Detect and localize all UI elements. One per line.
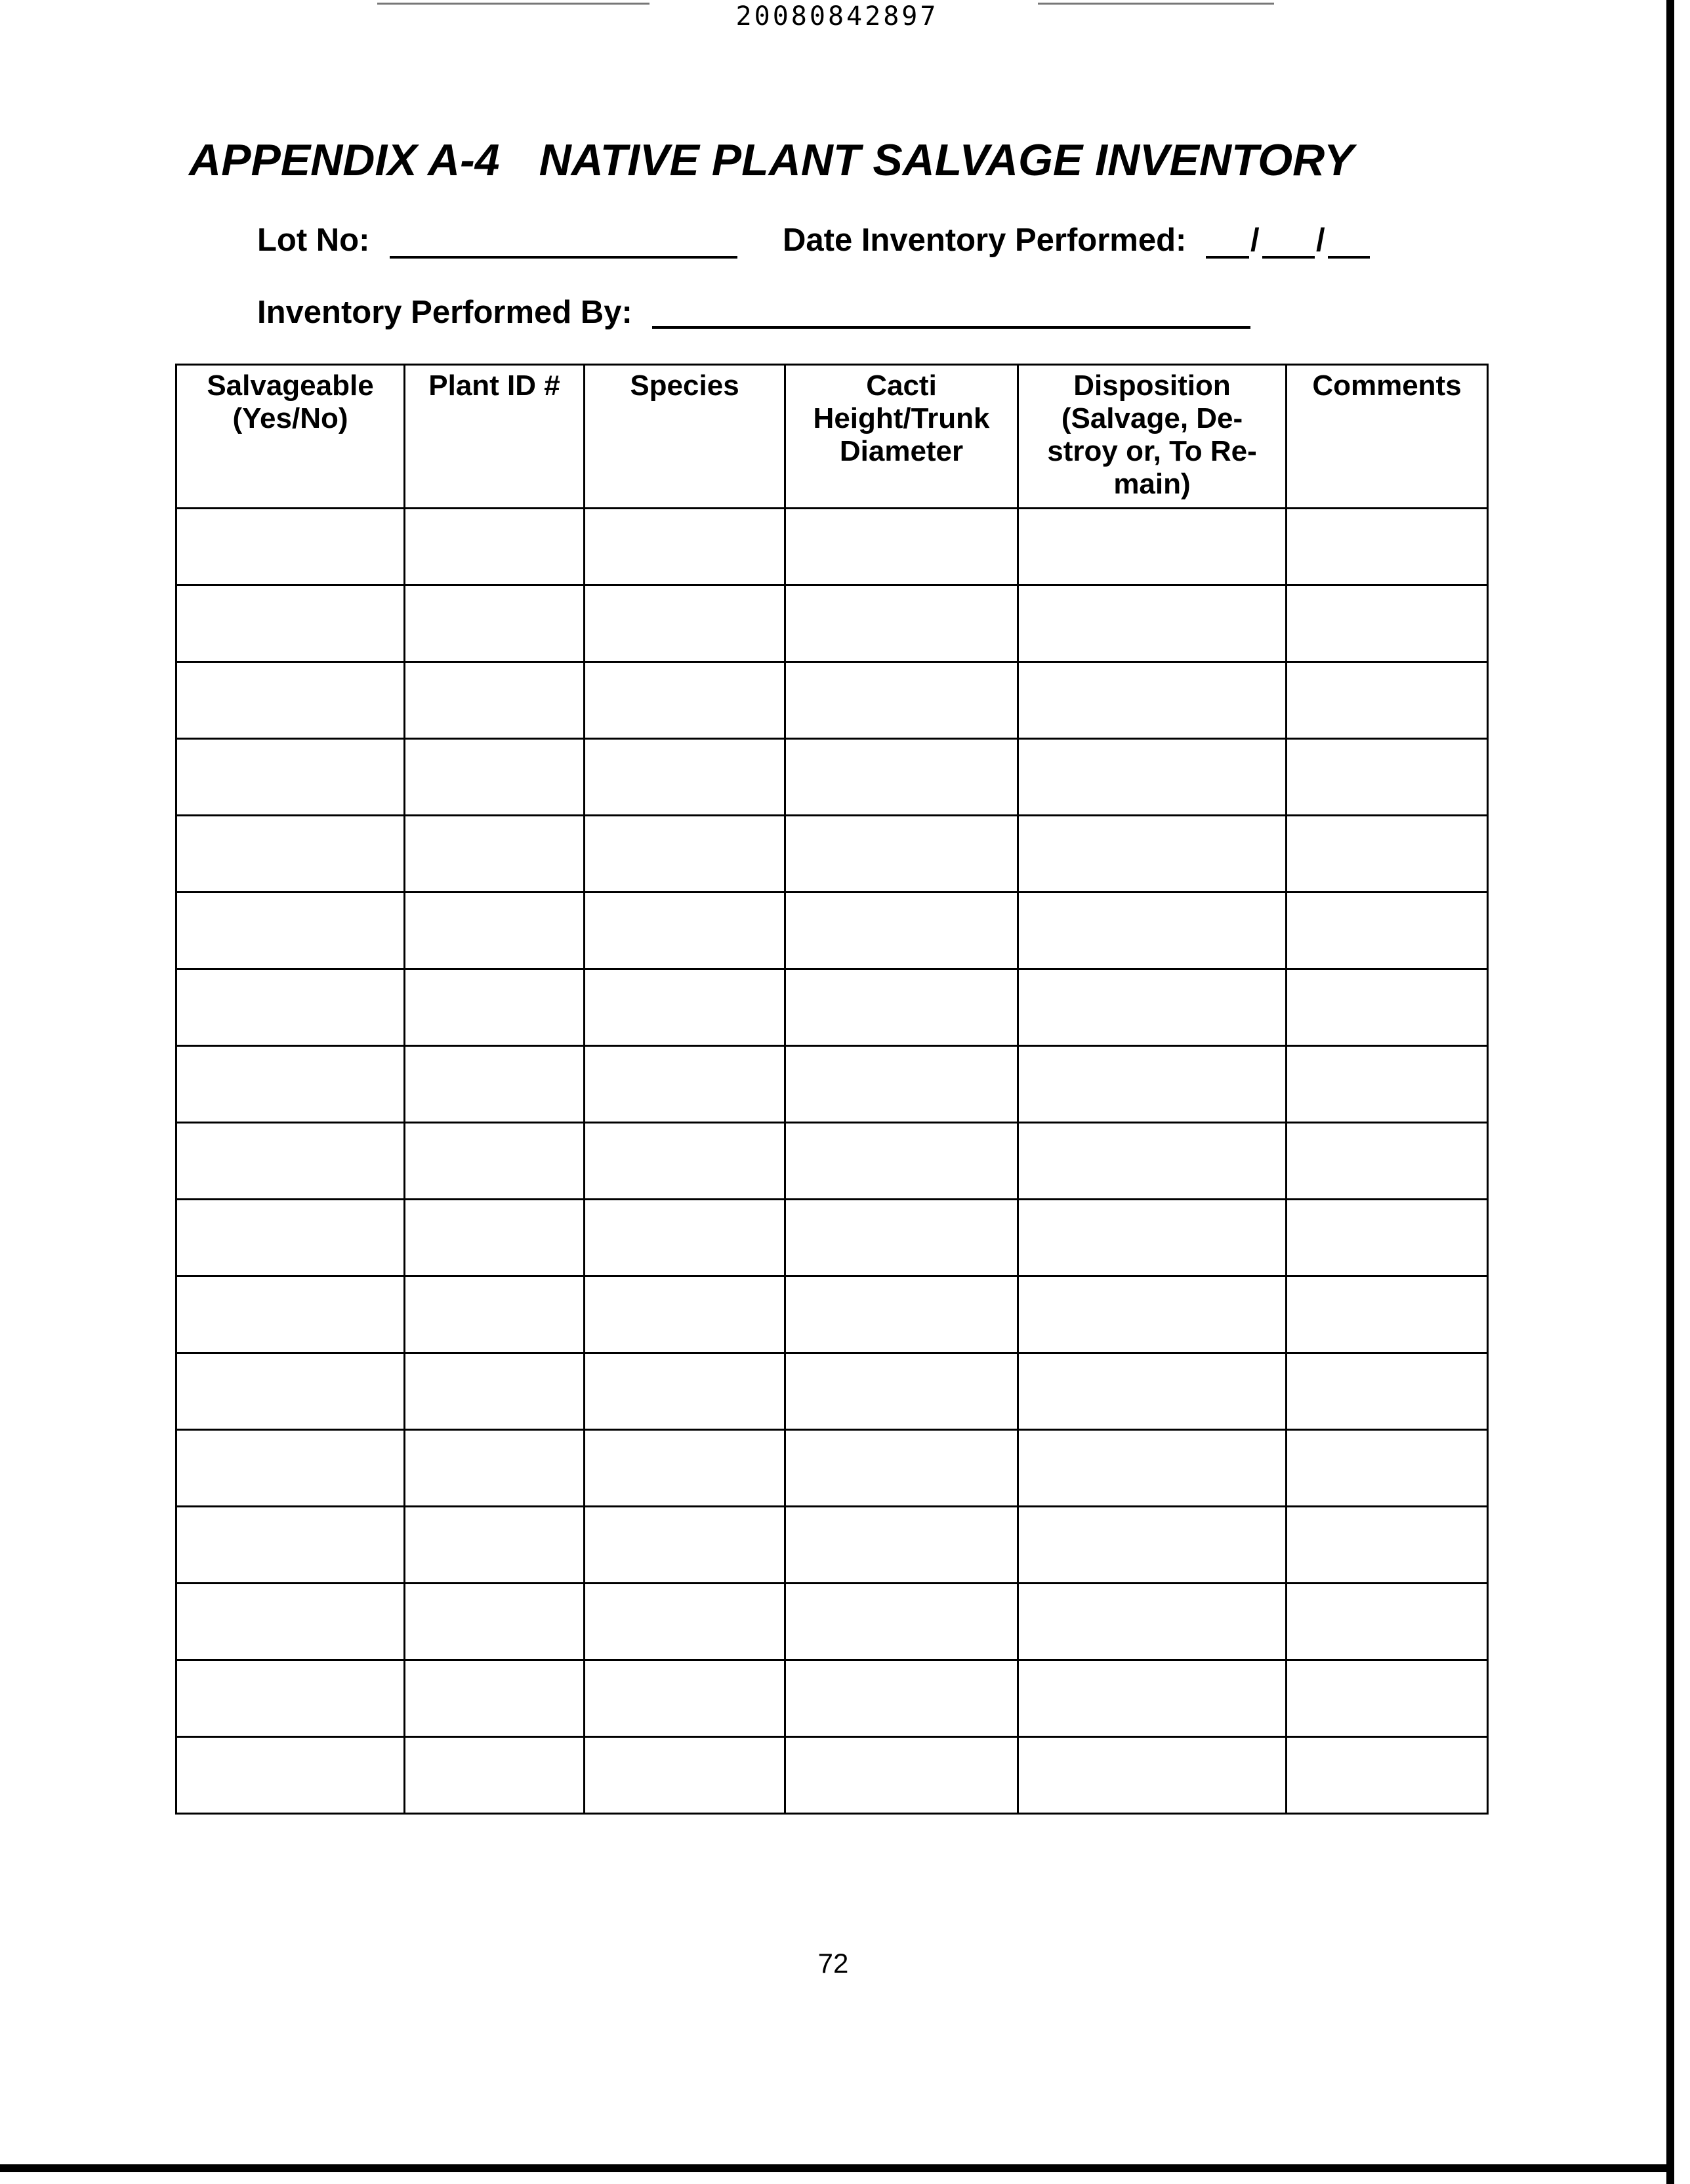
cell-species[interactable]: [585, 1584, 785, 1660]
cell-comments[interactable]: [1287, 1737, 1488, 1814]
cell-disposition[interactable]: [1018, 969, 1287, 1046]
cell-cacti-height[interactable]: [785, 739, 1018, 816]
cell-comments[interactable]: [1287, 1123, 1488, 1200]
cell-disposition[interactable]: [1018, 1584, 1287, 1660]
cell-cacti-height[interactable]: [785, 585, 1018, 662]
cell-species[interactable]: [585, 969, 785, 1046]
cell-plant-id[interactable]: [405, 1737, 585, 1814]
cell-salvageable[interactable]: [176, 1046, 405, 1123]
cell-disposition[interactable]: [1018, 1276, 1287, 1353]
inventory-table: [175, 364, 1489, 1815]
cell-salvageable[interactable]: [176, 1276, 405, 1353]
table-header-row: [176, 365, 1488, 509]
table-row: [176, 1276, 1488, 1353]
page-edge-right: [1666, 0, 1674, 2184]
page-edge-bottom: [0, 2164, 1674, 2172]
cell-plant-id[interactable]: [405, 969, 585, 1046]
cell-disposition[interactable]: [1018, 1046, 1287, 1123]
cell-salvageable[interactable]: [176, 892, 405, 969]
cell-comments[interactable]: [1287, 816, 1488, 892]
column-header-species: Species: [585, 365, 785, 509]
cell-species[interactable]: [585, 1430, 785, 1507]
cell-species[interactable]: [585, 1276, 785, 1353]
cell-cacti-height[interactable]: [785, 816, 1018, 892]
cell-species[interactable]: [585, 1737, 785, 1814]
cell-salvageable[interactable]: [176, 816, 405, 892]
cell-cacti-height[interactable]: [785, 1430, 1018, 1507]
cell-salvageable[interactable]: [176, 1737, 405, 1814]
cell-comments[interactable]: [1287, 1430, 1488, 1507]
cell-salvageable[interactable]: [176, 509, 405, 585]
date-year-field[interactable]: [1328, 256, 1370, 259]
cell-cacti-height[interactable]: [785, 1507, 1018, 1584]
cell-comments[interactable]: [1287, 1584, 1488, 1660]
cell-disposition[interactable]: [1018, 1660, 1287, 1737]
cell-plant-id[interactable]: [405, 585, 585, 662]
cell-comments[interactable]: [1287, 892, 1488, 969]
cell-plant-id[interactable]: [405, 816, 585, 892]
table-row: [176, 1353, 1488, 1430]
cell-disposition[interactable]: [1018, 1353, 1287, 1430]
column-header-salvageable: Salvageable (Yes/No): [176, 365, 405, 509]
cell-plant-id[interactable]: [405, 1200, 585, 1276]
table-row: [176, 1660, 1488, 1737]
column-header-comments: Comments: [1287, 365, 1488, 509]
cell-plant-id[interactable]: [405, 1353, 585, 1430]
cell-cacti-height[interactable]: [785, 509, 1018, 585]
cell-species[interactable]: [585, 1660, 785, 1737]
cell-species[interactable]: [585, 892, 785, 969]
table-row: [176, 1737, 1488, 1814]
cell-cacti-height[interactable]: [785, 1200, 1018, 1276]
table-row: [176, 739, 1488, 816]
inventory-table-body: [176, 509, 1488, 1814]
cell-comments[interactable]: [1287, 1507, 1488, 1584]
cell-disposition[interactable]: [1018, 1737, 1287, 1814]
cell-salvageable[interactable]: [176, 739, 405, 816]
cell-species[interactable]: [585, 585, 785, 662]
cell-plant-id[interactable]: [405, 1276, 585, 1353]
cell-species[interactable]: [585, 739, 785, 816]
cell-plant-id[interactable]: [405, 509, 585, 585]
cell-disposition[interactable]: [1018, 509, 1287, 585]
cell-species[interactable]: [585, 1507, 785, 1584]
cell-salvageable[interactable]: [176, 1123, 405, 1200]
title-name: NATIVE PLANT SALVAGE INVENTORY: [539, 135, 1354, 185]
table-row: [176, 1430, 1488, 1507]
cell-salvageable[interactable]: [176, 1200, 405, 1276]
page-number: 72: [817, 1948, 849, 1979]
date-day-field[interactable]: [1262, 256, 1315, 259]
cell-species[interactable]: [585, 1123, 785, 1200]
cell-comments[interactable]: [1287, 1046, 1488, 1123]
cell-salvageable[interactable]: [176, 1507, 405, 1584]
cell-comments[interactable]: [1287, 1660, 1488, 1737]
date-month-field[interactable]: [1206, 256, 1249, 259]
cell-salvageable[interactable]: [176, 662, 405, 739]
table-row: [176, 509, 1488, 585]
cell-cacti-height[interactable]: [785, 1353, 1018, 1430]
date-performed-label: Date Inventory Performed:: [783, 222, 1187, 258]
cell-disposition[interactable]: [1018, 662, 1287, 739]
cell-plant-id[interactable]: [405, 1660, 585, 1737]
cell-cacti-height[interactable]: [785, 892, 1018, 969]
cell-salvageable[interactable]: [176, 1660, 405, 1737]
cell-comments[interactable]: [1287, 585, 1488, 662]
cell-species[interactable]: [585, 662, 785, 739]
cell-disposition[interactable]: [1018, 816, 1287, 892]
column-header-cacti-height: Cacti Height/Trunk Diameter: [785, 365, 1018, 509]
cell-comments[interactable]: [1287, 1353, 1488, 1430]
page-title: [189, 135, 1353, 186]
cell-species[interactable]: [585, 509, 785, 585]
cell-salvageable[interactable]: [176, 1430, 405, 1507]
cell-disposition[interactable]: [1018, 739, 1287, 816]
cell-plant-id[interactable]: [405, 1430, 585, 1507]
cell-plant-id[interactable]: [405, 1123, 585, 1200]
cell-comments[interactable]: [1287, 1200, 1488, 1276]
cell-species[interactable]: [585, 1200, 785, 1276]
cell-salvageable[interactable]: [176, 969, 405, 1046]
cell-cacti-height[interactable]: [785, 1660, 1018, 1737]
table-row: [176, 1584, 1488, 1660]
lot-number-label: Lot No:: [257, 222, 370, 258]
cell-cacti-height[interactable]: [785, 969, 1018, 1046]
cell-cacti-height[interactable]: [785, 1737, 1018, 1814]
document-number: 20080842897: [735, 1, 939, 32]
table-row: [176, 1123, 1488, 1200]
cell-disposition[interactable]: [1018, 1430, 1287, 1507]
cell-disposition[interactable]: [1018, 1507, 1287, 1584]
table-row: [176, 585, 1488, 662]
cell-comments[interactable]: [1287, 509, 1488, 585]
cell-cacti-height[interactable]: [785, 662, 1018, 739]
cell-plant-id[interactable]: [405, 662, 585, 739]
cell-comments[interactable]: [1287, 969, 1488, 1046]
cell-plant-id[interactable]: [405, 1584, 585, 1660]
cell-comments[interactable]: [1287, 739, 1488, 816]
date-separator: /: [1250, 222, 1260, 258]
cell-comments[interactable]: [1287, 662, 1488, 739]
cell-comments[interactable]: [1287, 1276, 1488, 1353]
cell-species[interactable]: [585, 816, 785, 892]
column-header-plant-id: Plant ID #: [405, 365, 585, 509]
cell-disposition[interactable]: [1018, 1123, 1287, 1200]
cell-disposition[interactable]: [1018, 1200, 1287, 1276]
cell-cacti-height[interactable]: [785, 1123, 1018, 1200]
cell-cacti-height[interactable]: [785, 1046, 1018, 1123]
cell-salvageable[interactable]: [176, 1584, 405, 1660]
table-row: [176, 1507, 1488, 1584]
table-row: [176, 1200, 1488, 1276]
table-row: [176, 969, 1488, 1046]
column-header-disposition: Disposition (Salvage, De- stroy or, To Re- main): [1018, 365, 1287, 509]
cell-disposition[interactable]: [1018, 585, 1287, 662]
performed-by-label: Inventory Performed By:: [257, 295, 632, 330]
date-separator: /: [1316, 222, 1325, 258]
title-appendix: APPENDIX A-4: [189, 135, 500, 185]
table-row: [176, 662, 1488, 739]
table-row: [176, 1046, 1488, 1123]
cell-plant-id[interactable]: [405, 892, 585, 969]
cell-species[interactable]: [585, 1046, 785, 1123]
cell-plant-id[interactable]: [405, 1507, 585, 1584]
cell-salvageable[interactable]: [176, 1353, 405, 1430]
lot-number-field[interactable]: [390, 256, 737, 259]
cell-cacti-height[interactable]: [785, 1584, 1018, 1660]
cell-salvageable[interactable]: [176, 585, 405, 662]
cell-plant-id[interactable]: [405, 739, 585, 816]
table-row: [176, 816, 1488, 892]
cell-species[interactable]: [585, 1353, 785, 1430]
cell-cacti-height[interactable]: [785, 1276, 1018, 1353]
cell-plant-id[interactable]: [405, 1046, 585, 1123]
performed-by-field[interactable]: [652, 326, 1250, 329]
table-row: [176, 892, 1488, 969]
cell-disposition[interactable]: [1018, 892, 1287, 969]
